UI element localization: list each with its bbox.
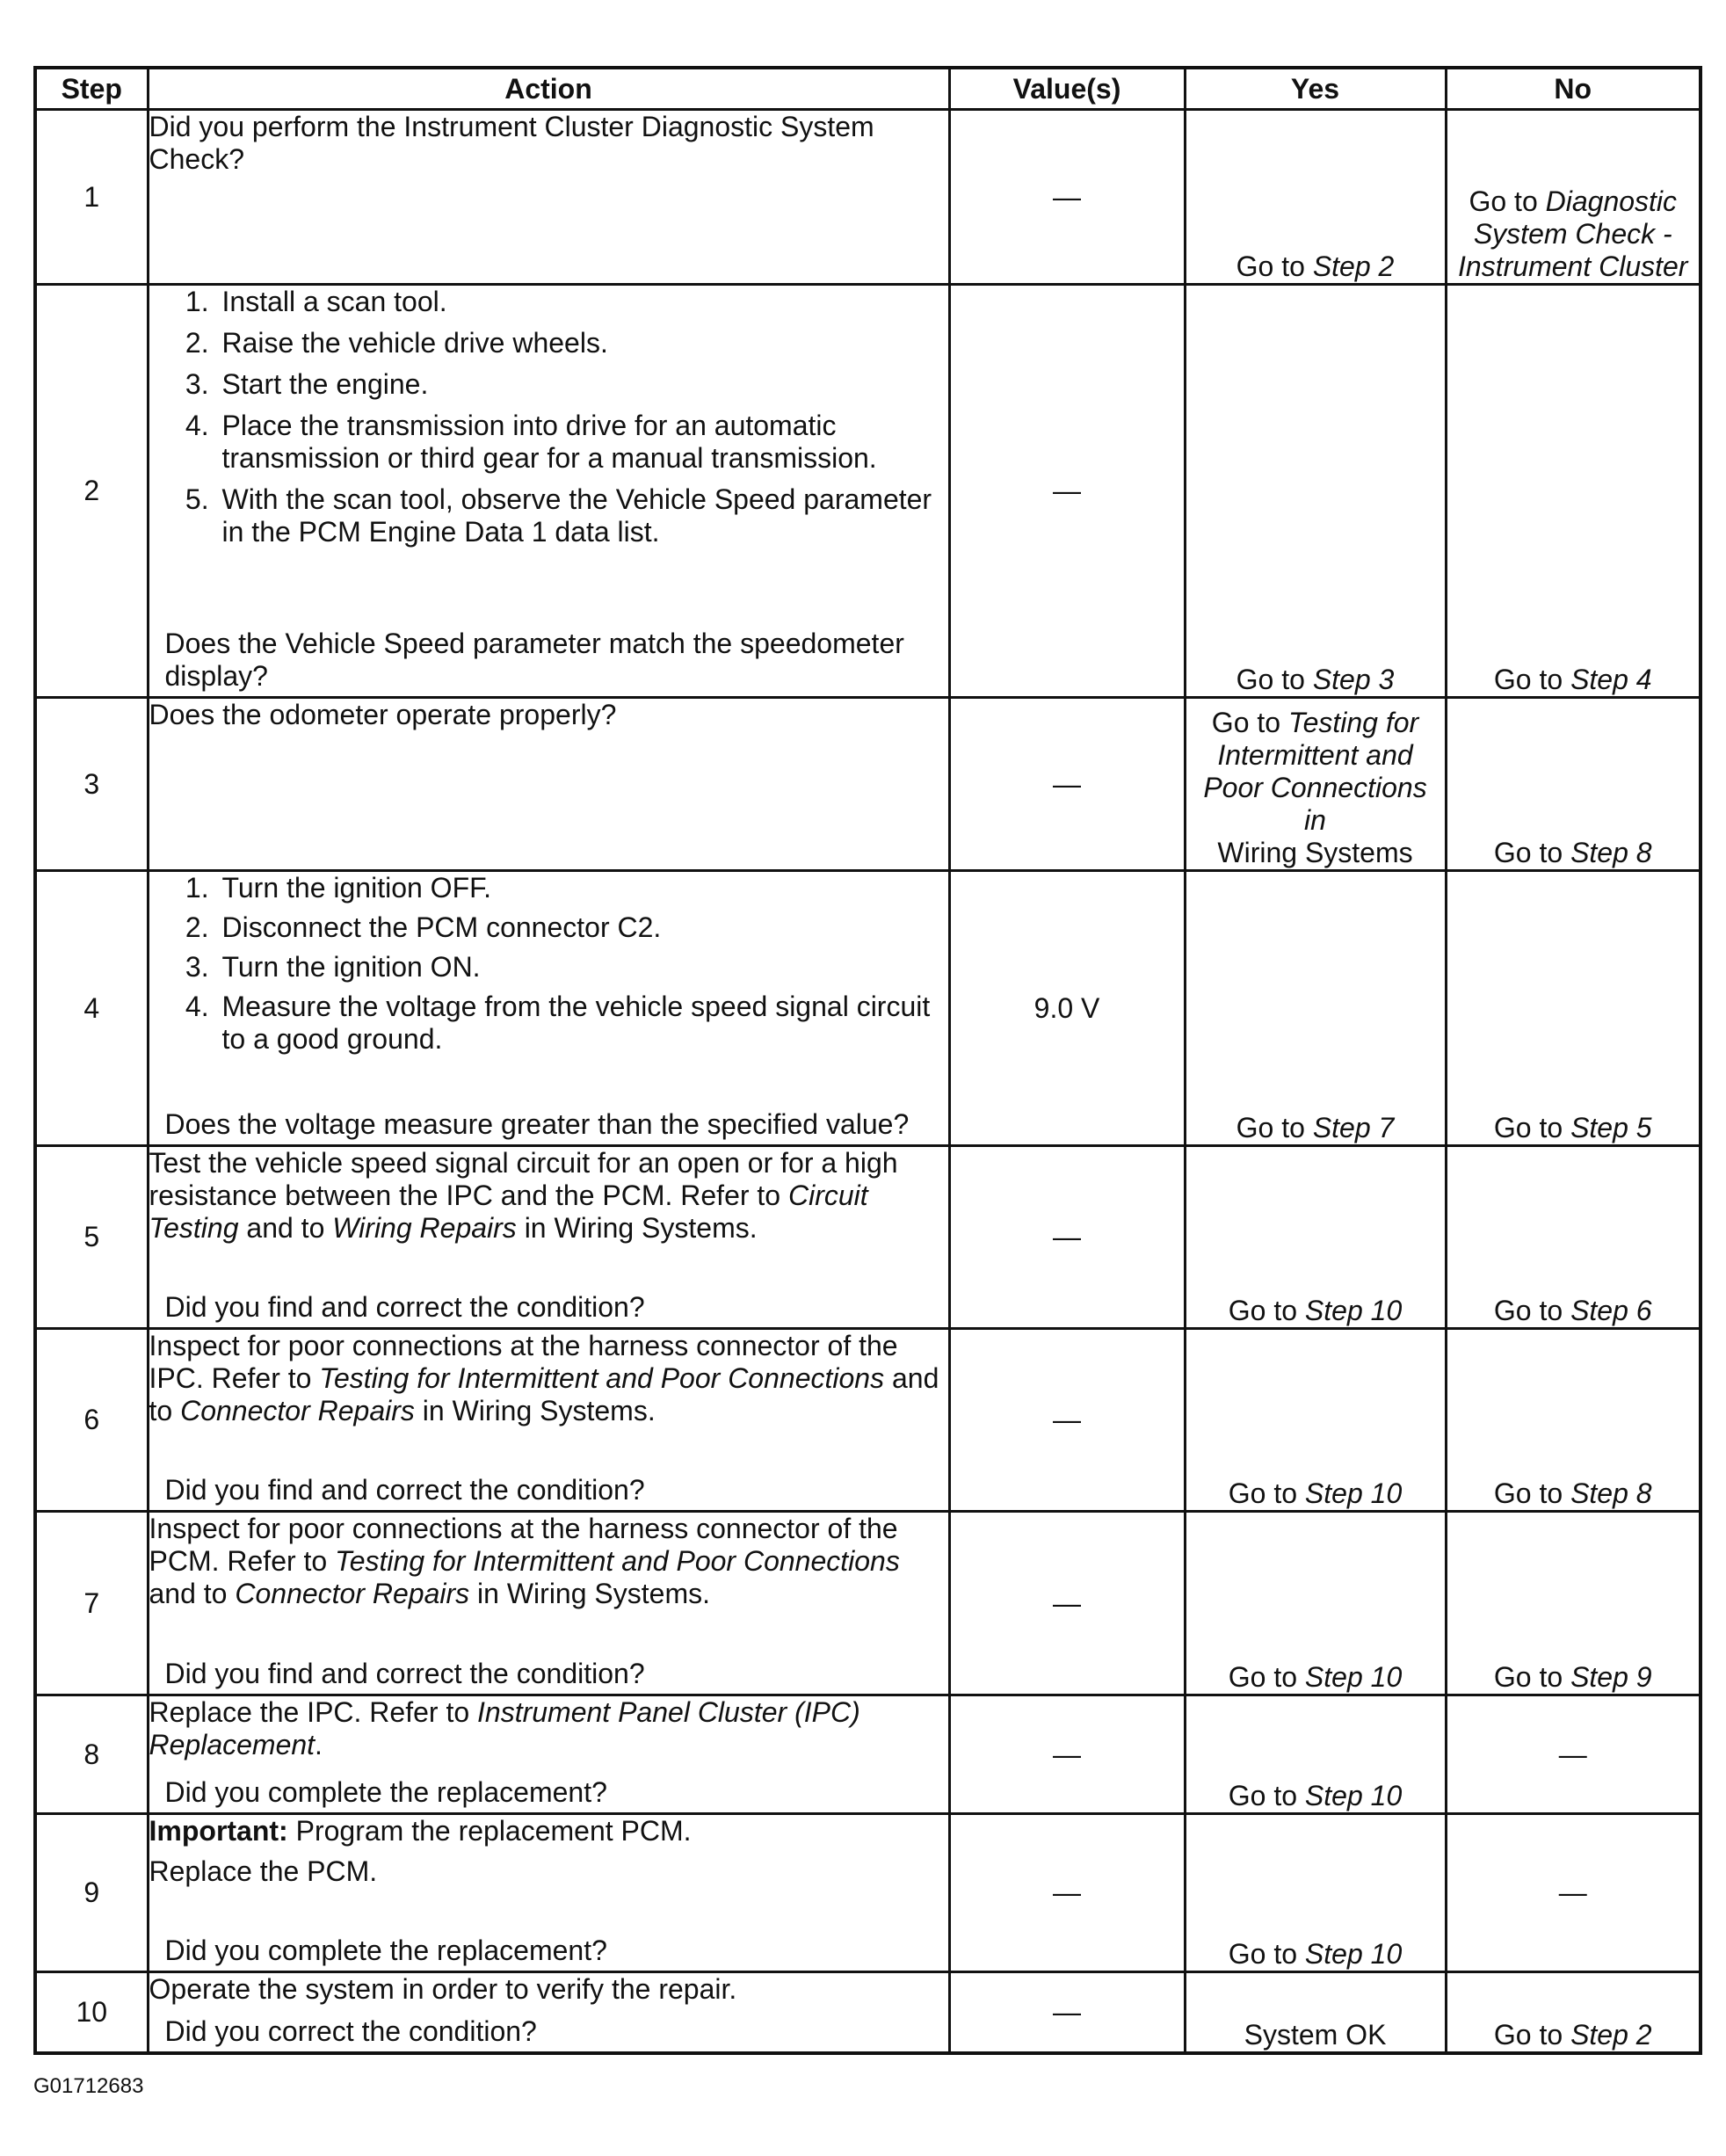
value-cell: —	[949, 1512, 1185, 1695]
table-row	[35, 1972, 1701, 2053]
list-item: 2. Raise the vehicle drive wheels.	[217, 327, 948, 359]
step-number: 3	[35, 698, 148, 871]
value-cell: —	[949, 1814, 1185, 1972]
no-cell: Go to Diagnostic System Check - Instrument Cluster	[1446, 110, 1701, 285]
yes-cell: Go to Testing for Intermittent and Poor Connections in Wiring Systems	[1185, 698, 1446, 871]
action-text: Test the vehicle speed signal circuit for an open or for a high resistance between the IPC and the PCM. Refer to Circuit Testing and to Wiring Repairs in Wiring Systems.	[149, 1147, 898, 1244]
yes-cell: Go to Step 10	[1185, 1146, 1446, 1329]
yes-cell: Go to Step 10	[1185, 1512, 1446, 1695]
header-yes: Yes	[1185, 68, 1446, 110]
action-cell	[148, 110, 949, 285]
list-item: 2. Disconnect the PCM connector C2.	[217, 911, 948, 944]
action-list	[149, 286, 948, 548]
yes-reference: Step 3	[1312, 664, 1395, 695]
action-cell	[148, 1512, 949, 1695]
list-item: 5. With the scan tool, observe the Vehicle Speed parameter in the PCM Engine Data 1 data list.	[217, 483, 948, 548]
list-item: 3. Start the engine.	[217, 368, 948, 401]
header-values: Value(s)	[949, 68, 1185, 110]
list-item: 4. Measure the voltage from the vehicle speed signal circuit to a good ground.	[217, 991, 948, 1056]
step-number: 1	[35, 110, 148, 285]
action-cell	[148, 871, 949, 1146]
list-item: 1. Turn the ignition OFF.	[217, 872, 948, 904]
yes-reference: Step 10	[1304, 1477, 1403, 1509]
reference-link: Connector Repairs	[235, 1578, 470, 1609]
table-row	[35, 110, 1701, 285]
action-question: Did you find and correct the condition?	[164, 1658, 645, 1689]
action-text: Inspect for poor connections at the harness connector of the IPC. Refer to Testing for Intermittent and Poor Connections and to Connector Repairs in Wiring Systems.	[149, 1330, 939, 1426]
action-list	[149, 872, 948, 1056]
no-reference: Step 6	[1570, 1295, 1652, 1326]
yes-reference: Step 10	[1304, 1780, 1403, 1811]
step-number: 6	[35, 1329, 148, 1512]
yes-reference-suffix: in	[1304, 804, 1326, 836]
table-row	[35, 1329, 1701, 1512]
reference-link: Circuit Testing	[149, 1180, 868, 1244]
action-cell	[148, 1814, 949, 1972]
action-question: Did you find and correct the condition?	[164, 1291, 645, 1323]
yes-cell: Go to Step 10	[1185, 1814, 1446, 1972]
action-cell	[148, 1695, 949, 1814]
no-reference: Diagnostic System Check - Instrument Cluster	[1458, 185, 1688, 282]
reference-link: Wiring Repairs	[332, 1212, 517, 1244]
value-cell: —	[949, 110, 1185, 285]
list-item: 3. Turn the ignition ON.	[217, 951, 948, 984]
action-cell	[148, 1972, 949, 2053]
action-text: Operate the system in order to verify the repair.	[149, 1973, 737, 2005]
yes-reference: Step 10	[1304, 1938, 1403, 1970]
action-question: Does the voltage measure greater than the specified value?	[164, 1108, 910, 1140]
value-cell: —	[949, 285, 1185, 698]
action-question: Did you complete the replacement?	[164, 1935, 607, 1966]
action-cell	[148, 1329, 949, 1512]
header-action: Action	[148, 68, 949, 110]
no-cell: Go to Step 8	[1446, 1329, 1701, 1512]
value-cell: 9.0 V	[949, 871, 1185, 1146]
step-number: 10	[35, 1972, 148, 2053]
yes-reference: Step 10	[1304, 1295, 1403, 1326]
yes-reference: Step 10	[1304, 1661, 1403, 1693]
value-cell: —	[949, 1146, 1185, 1329]
reference-link: Connector Repairs	[180, 1395, 415, 1426]
action-text: Inspect for poor connections at the harness connector of the PCM. Refer to Testing for Intermittent and Poor Connections and to Connector Repairs in Wiring Systems.	[149, 1513, 900, 1609]
yes-reference: Step 7	[1312, 1112, 1395, 1143]
no-reference: Step 9	[1570, 1661, 1652, 1693]
action-text: Does the odometer operate properly?	[149, 699, 617, 730]
action-question: Did you find and correct the condition?	[164, 1474, 645, 1506]
action-text: Replace the PCM.	[149, 1855, 378, 1887]
action-cell	[148, 1146, 949, 1329]
yes-cell: System OK	[1185, 1972, 1446, 2053]
yes-cell: Go to Step 10	[1185, 1695, 1446, 1814]
list-item: 4. Place the transmission into drive for an automatic transmission or third gear for a manual transmission.	[217, 410, 948, 475]
yes-cell: Go to Step 7	[1185, 871, 1446, 1146]
action-text: Did you perform the Instrument Cluster Diagnostic System Check?	[149, 111, 874, 175]
table-row	[35, 1512, 1701, 1695]
no-cell: Go to Step 8	[1446, 698, 1701, 871]
step-number: 5	[35, 1146, 148, 1329]
no-reference: Step 4	[1570, 664, 1652, 695]
reference-link: Instrument Panel Cluster (IPC) Replacement	[149, 1696, 860, 1760]
no-cell: Go to Step 2	[1446, 1972, 1701, 2053]
no-cell: Go to Step 6	[1446, 1146, 1701, 1329]
no-reference: Step 8	[1570, 1477, 1652, 1509]
no-cell: Go to Step 9	[1446, 1512, 1701, 1695]
yes-reference: Step 2	[1312, 250, 1395, 282]
diagnostic-table	[33, 66, 1702, 2055]
no-cell: —	[1446, 1695, 1701, 1814]
no-reference: Step 8	[1570, 837, 1652, 868]
action-question: Does the Vehicle Speed parameter match the speedometer display?	[164, 628, 904, 692]
action-question: Did you complete the replacement?	[164, 1776, 607, 1808]
table-row	[35, 698, 1701, 871]
no-reference: Step 5	[1570, 1112, 1652, 1143]
table-row	[35, 1814, 1701, 1972]
step-number: 8	[35, 1695, 148, 1814]
header-row	[35, 68, 1701, 110]
step-number: 2	[35, 285, 148, 698]
yes-reference: Testing for Intermittent and Poor Connections	[1203, 707, 1427, 803]
table-row	[35, 1146, 1701, 1329]
no-cell: Go to Step 5	[1446, 871, 1701, 1146]
table-row	[35, 285, 1701, 698]
yes-cell: Go to Step 10	[1185, 1329, 1446, 1512]
yes-reference-system: Wiring Systems	[1217, 837, 1413, 868]
no-reference: Step 2	[1570, 2018, 1652, 2051]
value-cell: —	[949, 1972, 1185, 2053]
yes-cell: Go to Step 2	[1185, 110, 1446, 285]
action-question: Did you correct the condition?	[164, 2014, 537, 2047]
step-number: 7	[35, 1512, 148, 1695]
figure-id: G01712683	[33, 2074, 144, 2098]
step-number: 4	[35, 871, 148, 1146]
header-step: Step	[35, 68, 148, 110]
table-row	[35, 1695, 1701, 1814]
action-cell	[148, 698, 949, 871]
action-text: Replace the IPC. Refer to Instrument Panel Cluster (IPC) Replacement.	[149, 1696, 860, 1760]
step-number: 9	[35, 1814, 148, 1972]
table-row	[35, 871, 1701, 1146]
value-cell: —	[949, 1695, 1185, 1814]
no-cell: —	[1446, 1814, 1701, 1972]
action-cell	[148, 285, 949, 698]
reference-link: Testing for Intermittent and Poor Connections	[335, 1545, 900, 1577]
value-cell: —	[949, 698, 1185, 871]
no-cell: Go to Step 4	[1446, 285, 1701, 698]
yes-cell: Go to Step 3	[1185, 285, 1446, 698]
list-item: 1. Install a scan tool.	[217, 286, 948, 318]
important-note: Important: Program the replacement PCM.	[149, 1815, 692, 1847]
important-label: Important:	[149, 1815, 288, 1847]
reference-link: Testing for Intermittent and Poor Connections	[319, 1362, 885, 1394]
header-no: No	[1446, 68, 1701, 110]
value-cell: —	[949, 1329, 1185, 1512]
